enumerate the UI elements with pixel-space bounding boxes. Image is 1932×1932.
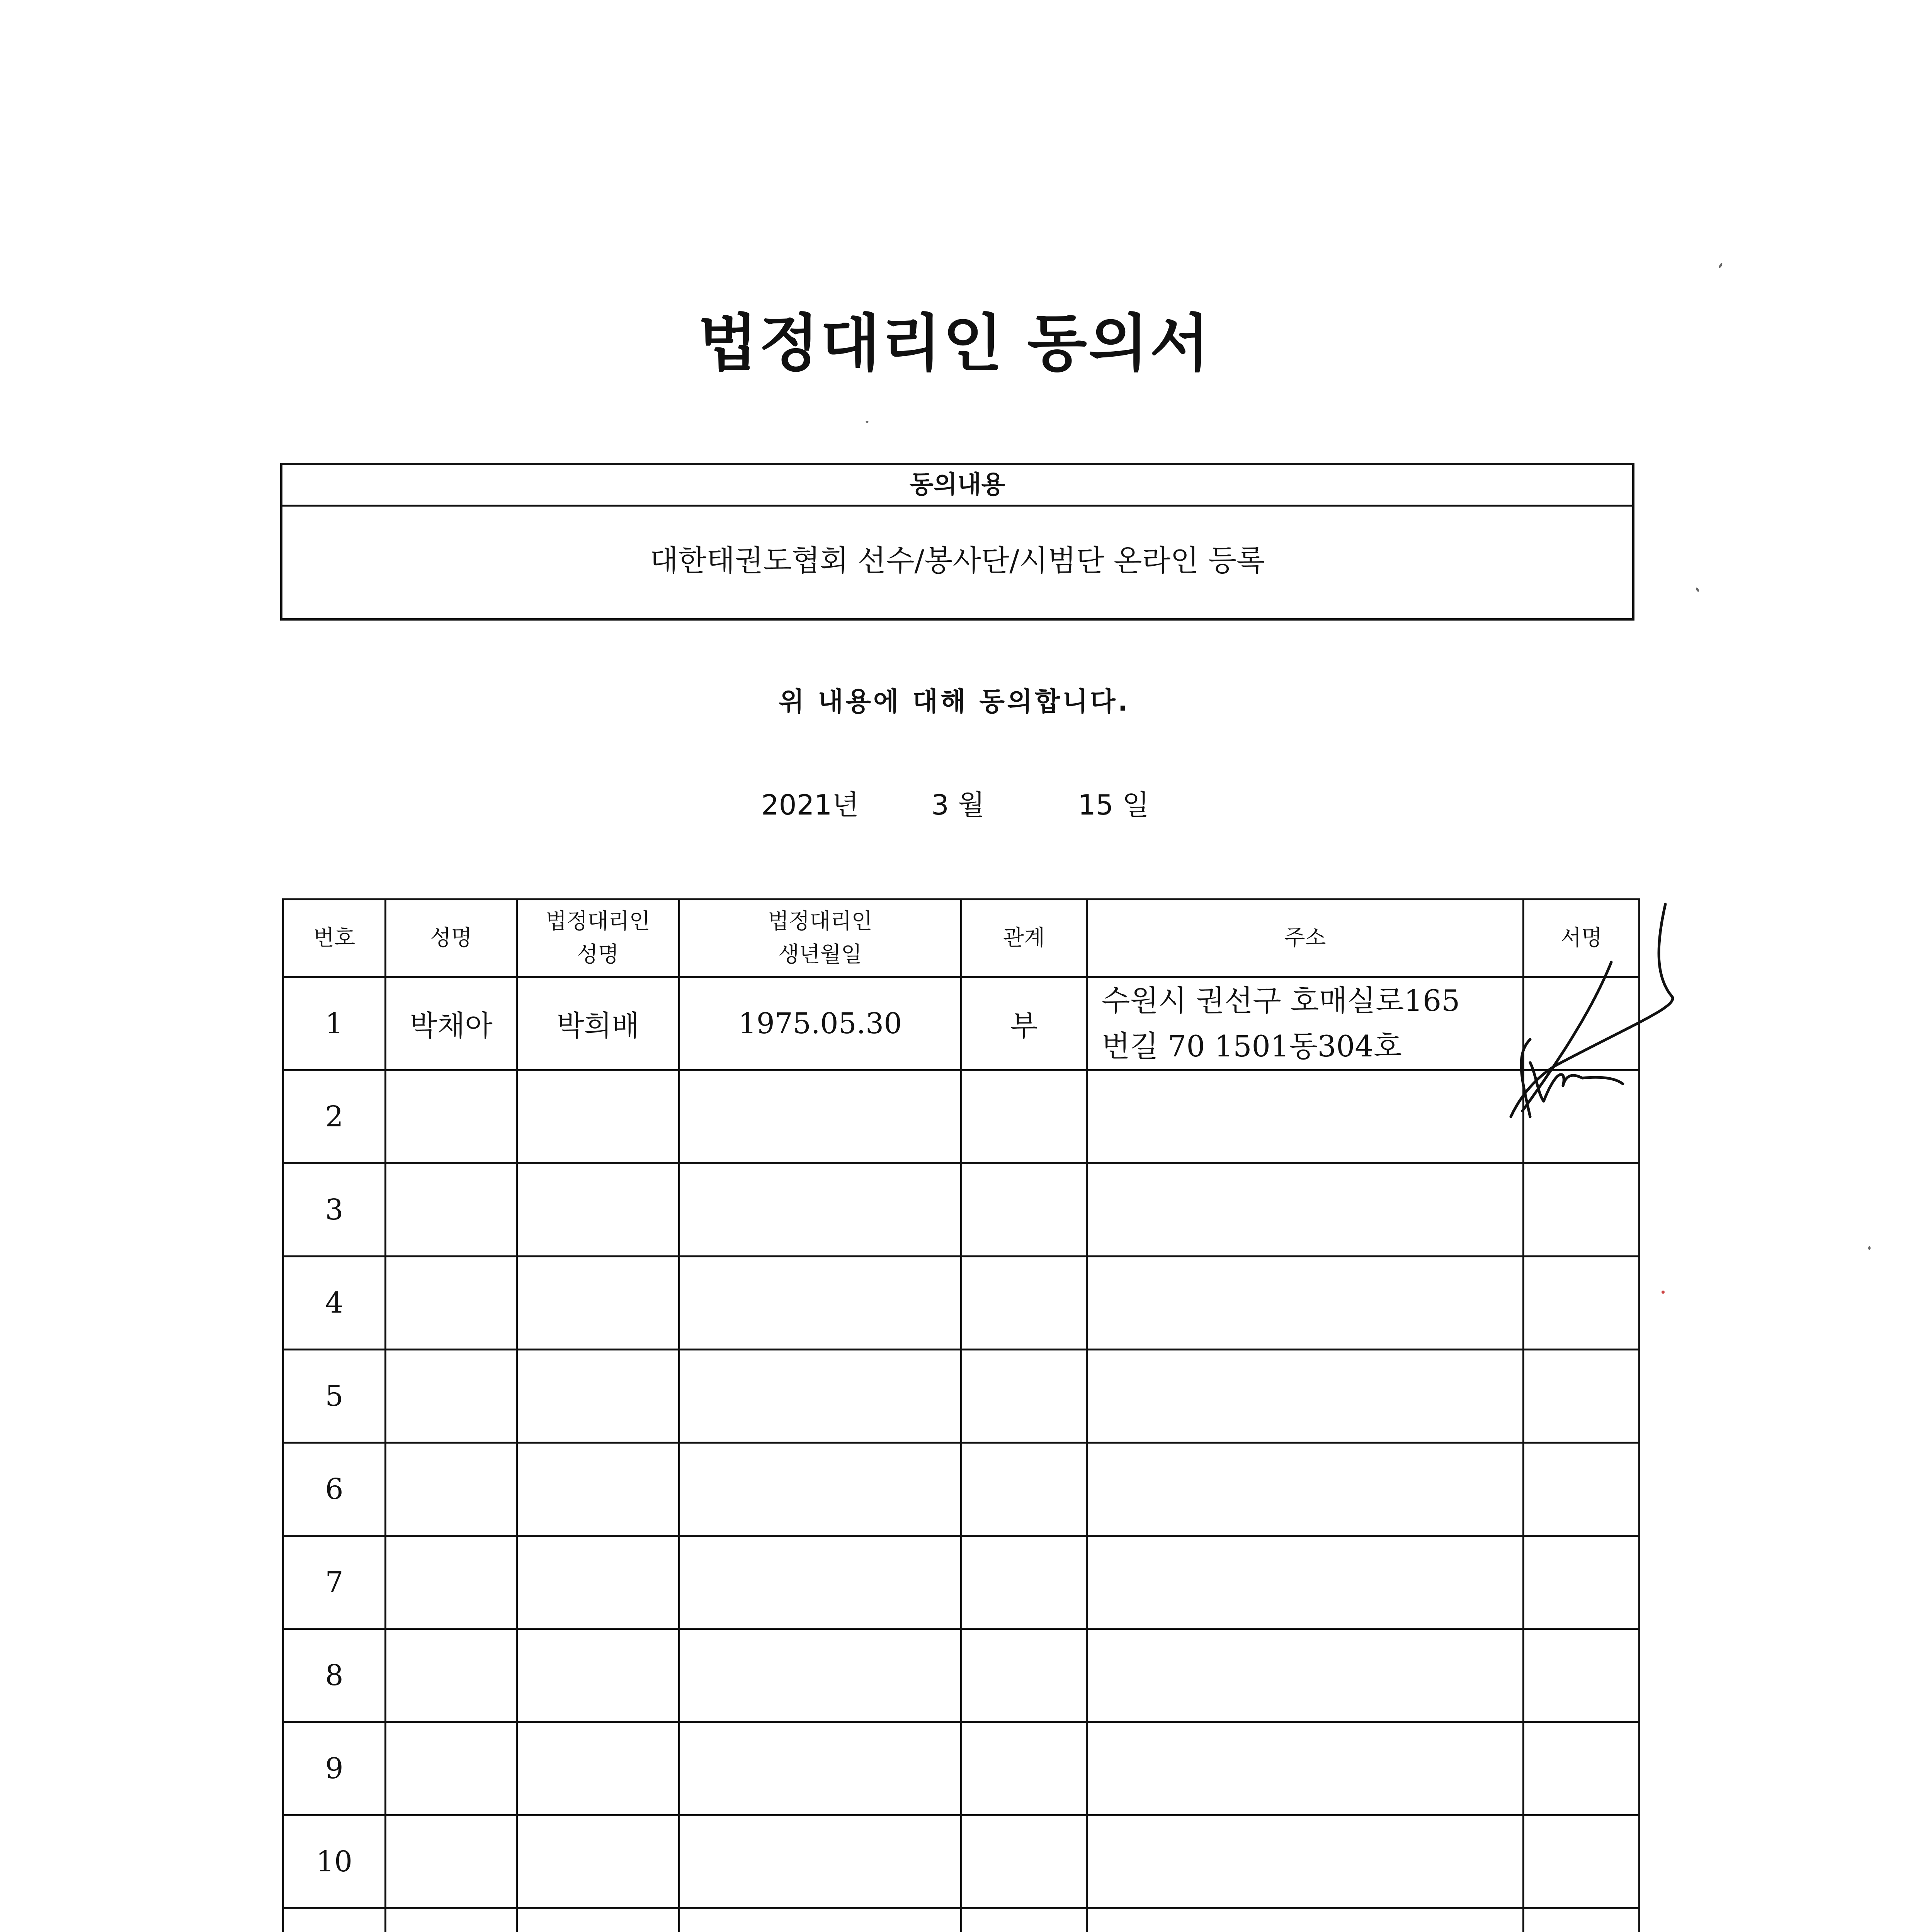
date-line bbox=[761, 782, 1149, 823]
row-guardian-birth-cell bbox=[679, 1908, 961, 1932]
row-relation-cell bbox=[961, 1815, 1087, 1908]
row-guardian-name-cell bbox=[517, 1350, 679, 1443]
row-no-cell: 4 bbox=[283, 1257, 386, 1350]
row-guardian-birth-cell bbox=[679, 1163, 961, 1257]
table-row bbox=[283, 1722, 1639, 1815]
scan-speck bbox=[866, 421, 869, 423]
table-row bbox=[283, 977, 1639, 1070]
scan-speck bbox=[1662, 1291, 1665, 1294]
row-no-cell: 1 bbox=[283, 977, 386, 1070]
row-no-cell: 8 bbox=[283, 1629, 386, 1722]
row-guardian-name-cell bbox=[517, 1908, 679, 1932]
row-address-cell bbox=[1087, 1163, 1524, 1257]
consent-box bbox=[280, 463, 1634, 621]
row-no-cell: 5 bbox=[283, 1350, 386, 1443]
page-title: 법정대리인 동의서 bbox=[697, 307, 1211, 379]
row-relation-cell bbox=[961, 1163, 1087, 1257]
row-relation-cell bbox=[961, 1536, 1087, 1629]
row-name-cell: 박채아 bbox=[386, 977, 517, 1070]
row-no-cell: 7 bbox=[283, 1536, 386, 1629]
row-address-cell bbox=[1087, 1350, 1524, 1443]
date-month: 3 월 bbox=[931, 789, 985, 821]
row-signature-cell bbox=[1524, 1443, 1639, 1536]
row-signature-cell bbox=[1524, 1908, 1639, 1932]
header-guardian-name: 법정대리인 성명 bbox=[517, 900, 679, 977]
row-name-cell bbox=[386, 1815, 517, 1908]
table-header-row bbox=[283, 900, 1639, 977]
row-no-cell: 9 bbox=[283, 1722, 386, 1815]
registration-table bbox=[282, 898, 1640, 1932]
table-row bbox=[283, 1070, 1639, 1163]
row-signature-cell bbox=[1524, 1815, 1639, 1908]
row-no-cell bbox=[283, 1908, 386, 1932]
row-name-cell bbox=[386, 1722, 517, 1815]
row-name-cell bbox=[386, 1536, 517, 1629]
table-row bbox=[283, 1257, 1639, 1350]
row-signature-cell bbox=[1524, 1536, 1639, 1629]
row-no-cell: 2 bbox=[283, 1070, 386, 1163]
row-guardian-name-cell: 박희배 bbox=[517, 977, 679, 1070]
header-relation: 관계 bbox=[961, 900, 1087, 977]
row-relation-cell bbox=[961, 1629, 1087, 1722]
row-name-cell bbox=[386, 1629, 517, 1722]
row-guardian-birth-cell bbox=[679, 1815, 961, 1908]
row-signature-cell bbox=[1524, 1722, 1639, 1815]
row-address-cell bbox=[1087, 1070, 1524, 1163]
header-name: 성명 bbox=[386, 900, 517, 977]
scan-speck bbox=[1718, 262, 1723, 268]
row-address-cell bbox=[1087, 1722, 1524, 1815]
table-row bbox=[283, 1536, 1639, 1629]
row-signature-cell bbox=[1524, 1257, 1639, 1350]
address-line-2: 번길 70 1501동304호 bbox=[1102, 1029, 1402, 1063]
row-relation-cell bbox=[961, 1070, 1087, 1163]
row-name-cell bbox=[386, 1443, 517, 1536]
row-no-cell: 3 bbox=[283, 1163, 386, 1257]
table-row bbox=[283, 1350, 1639, 1443]
row-name-cell bbox=[386, 1350, 517, 1443]
row-address-cell bbox=[1087, 1443, 1524, 1536]
row-guardian-name-cell bbox=[517, 1629, 679, 1722]
header-address: 주소 bbox=[1087, 900, 1524, 977]
row-no-cell: 10 bbox=[283, 1815, 386, 1908]
row-relation-cell bbox=[961, 1257, 1087, 1350]
row-name-cell bbox=[386, 1257, 517, 1350]
row-name-cell bbox=[386, 1908, 517, 1932]
row-relation-cell bbox=[961, 1908, 1087, 1932]
row-guardian-name-cell bbox=[517, 1536, 679, 1629]
row-address-cell bbox=[1087, 1908, 1524, 1932]
table-row bbox=[283, 1815, 1639, 1908]
header-no: 번호 bbox=[283, 900, 386, 977]
row-guardian-birth-cell bbox=[679, 1536, 961, 1629]
row-guardian-birth-cell bbox=[679, 1722, 961, 1815]
date-day: 15 일 bbox=[1078, 789, 1150, 821]
consent-content: 대한태권도협회 선수/봉사단/시범단 온라인 등록 bbox=[650, 543, 1265, 578]
row-guardian-birth-cell bbox=[679, 1070, 961, 1163]
row-guardian-birth-cell bbox=[679, 1350, 961, 1443]
row-guardian-birth-cell bbox=[679, 1257, 961, 1350]
date-year: 2021년 bbox=[761, 789, 859, 821]
row-address-cell bbox=[1087, 1257, 1524, 1350]
row-guardian-name-cell bbox=[517, 1815, 679, 1908]
scan-speck bbox=[1695, 587, 1699, 592]
address-line-1: 수원시 권선구 호매실로165 bbox=[1102, 983, 1460, 1018]
header-guardian-birth: 법정대리인 생년월일 bbox=[679, 900, 961, 977]
row-guardian-name-cell bbox=[517, 1443, 679, 1536]
row-guardian-birth-cell bbox=[679, 1629, 961, 1722]
row-address-cell bbox=[1087, 1536, 1524, 1629]
header-signature: 서명 bbox=[1524, 900, 1639, 977]
row-address-cell bbox=[1087, 977, 1524, 1070]
row-guardian-name-cell bbox=[517, 1722, 679, 1815]
row-guardian-name-cell bbox=[517, 1070, 679, 1163]
row-address-cell bbox=[1087, 1629, 1524, 1722]
row-relation-cell bbox=[961, 1722, 1087, 1815]
row-address-cell bbox=[1087, 1815, 1524, 1908]
agreement-statement: 위 내용에 대해 동의합니다. bbox=[779, 687, 1130, 717]
row-guardian-name-cell bbox=[517, 1257, 679, 1350]
row-relation-cell: 부 bbox=[961, 977, 1087, 1070]
row-name-cell bbox=[386, 1070, 517, 1163]
table-row bbox=[283, 1443, 1639, 1536]
scan-speck bbox=[1868, 1246, 1871, 1250]
consent-header: 동의내용 bbox=[282, 465, 1632, 507]
row-name-cell bbox=[386, 1163, 517, 1257]
row-guardian-name-cell bbox=[517, 1163, 679, 1257]
signature-mark bbox=[1499, 900, 1677, 1132]
table-row bbox=[283, 1908, 1639, 1932]
row-relation-cell bbox=[961, 1443, 1087, 1536]
row-signature-cell bbox=[1524, 1163, 1639, 1257]
row-relation-cell bbox=[961, 1350, 1087, 1443]
row-guardian-birth-cell bbox=[679, 1443, 961, 1536]
table-row bbox=[283, 1629, 1639, 1722]
table-row bbox=[283, 1163, 1639, 1257]
row-guardian-birth-cell: 1975.05.30 bbox=[679, 977, 961, 1070]
row-signature-cell bbox=[1524, 1629, 1639, 1722]
row-no-cell: 6 bbox=[283, 1443, 386, 1536]
row-signature-cell bbox=[1524, 1350, 1639, 1443]
